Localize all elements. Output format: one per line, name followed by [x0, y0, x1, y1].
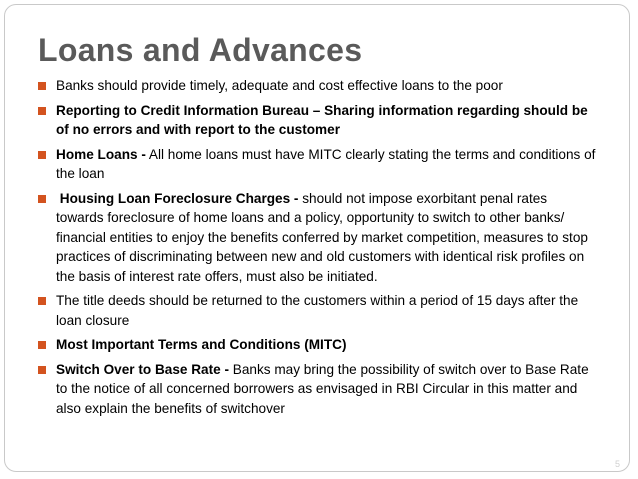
bullet-item [38, 145, 598, 184]
bullet-text: should not impose exorbitant penal rates towards foreclosure of home loans and a policy, opportunity to switch to other banks/ financial entities to enjoy the benefits conferred by market competition, measures to stop practices of discriminating between new and old customers with identical risk profiles on the basis of interest rate offers, must also be initiated. [56, 190, 588, 284]
bullet-bold-text: Housing Loan Foreclosure Charges - [56, 190, 299, 206]
square-bullet-icon [38, 151, 46, 159]
bullet-bold-text: Reporting to Credit Information Bureau – Sharing information regarding should be of no errors and with report to the customer [56, 102, 588, 137]
square-bullet-icon [38, 195, 46, 203]
square-bullet-icon [38, 82, 46, 90]
bullet-item [38, 101, 598, 140]
bullet-item [38, 76, 598, 96]
bullet-text: The title deeds should be returned to the customers within a period of 15 days after the loan closure [56, 293, 579, 328]
bullet-item [38, 291, 598, 330]
bullet-text: Banks should provide timely, adequate and cost effective loans to the poor [56, 78, 503, 93]
bullet-item [38, 360, 598, 419]
bullet-item [38, 189, 598, 287]
bullet-bold-text: Home Loans - [56, 146, 146, 162]
bullet-item [38, 335, 598, 355]
bullet-text: Banks may bring the possibility of switch over to Base Rate to the notice of all concerned borrowers as envisaged in RBI Circular in this matter and also explain the benefits of switchover [56, 361, 589, 416]
page-number: 5 [614, 459, 620, 469]
bullet-list [38, 76, 598, 423]
bullet-bold-text: Most Important Terms and Conditions (MITC) [56, 337, 347, 352]
square-bullet-icon [38, 341, 46, 349]
bullet-text: All home loans must have MITC clearly stating the terms and conditions of the loan [56, 146, 596, 181]
square-bullet-icon [38, 297, 46, 305]
square-bullet-icon [38, 366, 46, 374]
bullet-bold-text: Switch Over to Base Rate - [56, 361, 229, 377]
square-bullet-icon [38, 107, 46, 115]
slide-title: Loans and Advances [38, 32, 363, 68]
